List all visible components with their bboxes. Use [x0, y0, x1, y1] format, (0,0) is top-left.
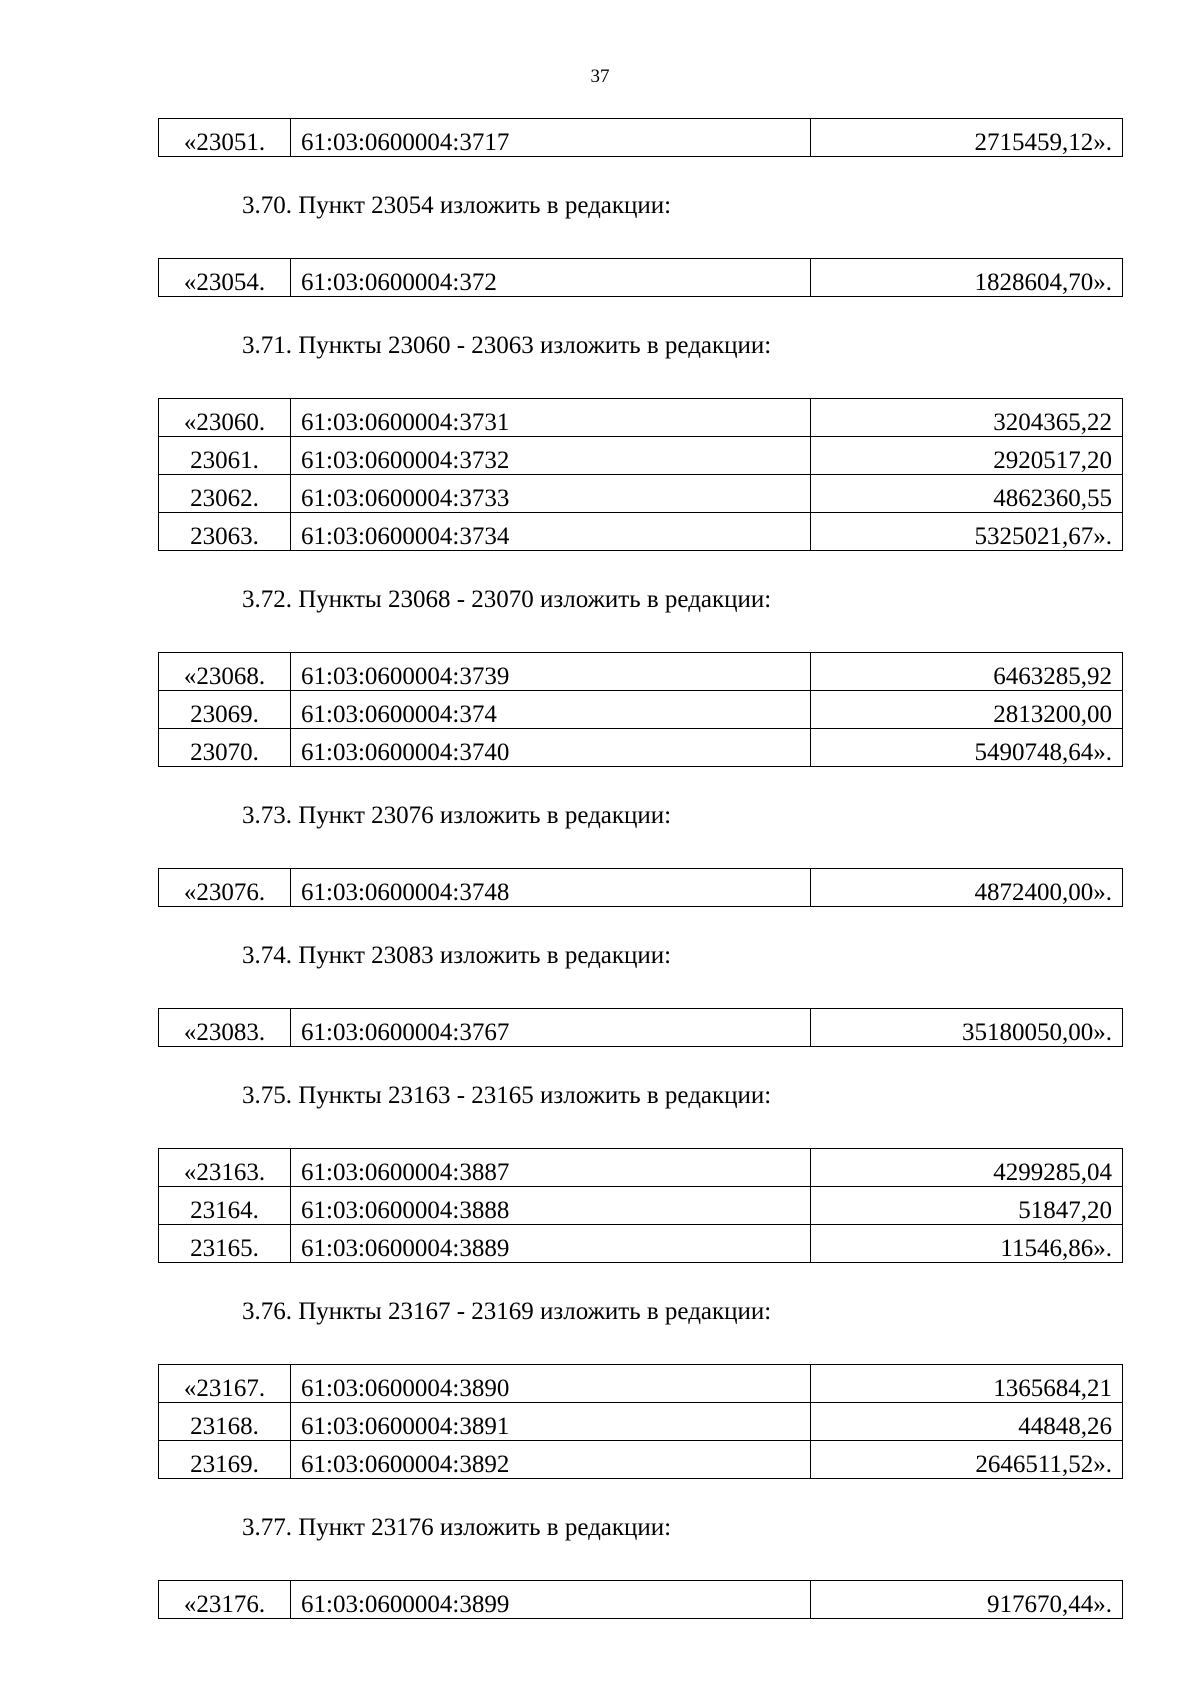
table-row: [159, 1149, 1123, 1187]
cadastral-number-cell: 61:03:0600004:3748: [291, 869, 811, 907]
value-cell: 5490748,64».: [811, 729, 1123, 767]
section-heading: 3.70. Пункт 23054 изложить в редакции:: [242, 192, 672, 219]
value-cell: 2813200,00: [811, 691, 1123, 729]
amendment-table: [158, 398, 1123, 551]
section-heading: 3.74. Пункт 23083 изложить в редакции:: [242, 942, 672, 969]
section-heading: 3.71. Пункты 23060 - 23063 изложить в редакции:: [242, 332, 772, 359]
item-number-cell: «23076.: [159, 869, 291, 907]
item-number-cell: «23167.: [159, 1365, 291, 1403]
item-number-cell: «23060.: [159, 399, 291, 437]
table-row: [159, 1365, 1123, 1403]
amendment-table: [158, 1008, 1123, 1047]
table-row: [159, 259, 1123, 297]
item-number-cell: «23068.: [159, 653, 291, 691]
cadastral-number-cell: 61:03:0600004:3892: [291, 1441, 811, 1479]
document-body: [158, 118, 1122, 1619]
amendment-table: [158, 868, 1123, 907]
item-number-cell: 23062.: [159, 475, 291, 513]
table-row: [159, 729, 1123, 767]
item-number-cell: 23168.: [159, 1403, 291, 1441]
amendment-table: [158, 118, 1123, 157]
table-row: [159, 1187, 1123, 1225]
value-cell: 2920517,20: [811, 437, 1123, 475]
item-number-cell: 23063.: [159, 513, 291, 551]
amendment-table: [158, 1364, 1123, 1479]
value-cell: 917670,44».: [811, 1581, 1123, 1619]
value-cell: 5325021,67».: [811, 513, 1123, 551]
table-row: [159, 437, 1123, 475]
cadastral-number-cell: 61:03:0600004:3732: [291, 437, 811, 475]
item-number-cell: 23061.: [159, 437, 291, 475]
table-row: [159, 1225, 1123, 1263]
section-heading: 3.73. Пункт 23076 изложить в редакции:: [242, 802, 672, 829]
table-row: [159, 475, 1123, 513]
amendment-table: [158, 1148, 1123, 1263]
table-row: [159, 653, 1123, 691]
item-number-cell: 23164.: [159, 1187, 291, 1225]
amendment-table: [158, 652, 1123, 767]
value-cell: 4872400,00».: [811, 869, 1123, 907]
value-cell: 44848,26: [811, 1403, 1123, 1441]
item-number-cell: 23069.: [159, 691, 291, 729]
cadastral-number-cell: 61:03:0600004:3899: [291, 1581, 811, 1619]
cadastral-number-cell: 61:03:0600004:3888: [291, 1187, 811, 1225]
value-cell: 4299285,04: [811, 1149, 1123, 1187]
cadastral-number-cell: 61:03:0600004:3891: [291, 1403, 811, 1441]
cadastral-number-cell: 61:03:0600004:3889: [291, 1225, 811, 1263]
page-number: 37: [590, 66, 610, 87]
cadastral-number-cell: 61:03:0600004:3740: [291, 729, 811, 767]
value-cell: 2646511,52».: [811, 1441, 1123, 1479]
section-heading: 3.75. Пункты 23163 - 23165 изложить в редакции:: [242, 1082, 772, 1109]
table-row: [159, 1403, 1123, 1441]
section-heading: 3.76. Пункты 23167 - 23169 изложить в редакции:: [242, 1298, 772, 1325]
item-number-cell: 23070.: [159, 729, 291, 767]
amendment-table: [158, 258, 1123, 297]
cadastral-number-cell: 61:03:0600004:3890: [291, 1365, 811, 1403]
value-cell: 6463285,92: [811, 653, 1123, 691]
table-row: [159, 1009, 1123, 1047]
value-cell: 51847,20: [811, 1187, 1123, 1225]
table-row: [159, 1581, 1123, 1619]
cadastral-number-cell: 61:03:0600004:3731: [291, 399, 811, 437]
cadastral-number-cell: 61:03:0600004:3767: [291, 1009, 811, 1047]
amendment-table: [158, 1580, 1123, 1619]
item-number-cell: «23163.: [159, 1149, 291, 1187]
section-heading: 3.72. Пункты 23068 - 23070 изложить в редакции:: [242, 586, 772, 613]
value-cell: 2715459,12».: [811, 119, 1123, 157]
cadastral-number-cell: 61:03:0600004:3733: [291, 475, 811, 513]
cadastral-number-cell: 61:03:0600004:372: [291, 259, 811, 297]
value-cell: 4862360,55: [811, 475, 1123, 513]
cadastral-number-cell: 61:03:0600004:3734: [291, 513, 811, 551]
table-row: [159, 1441, 1123, 1479]
value-cell: 3204365,22: [811, 399, 1123, 437]
item-number-cell: 23165.: [159, 1225, 291, 1263]
table-row: [159, 119, 1123, 157]
item-number-cell: «23083.: [159, 1009, 291, 1047]
table-row: [159, 691, 1123, 729]
value-cell: 1828604,70».: [811, 259, 1123, 297]
item-number-cell: 23169.: [159, 1441, 291, 1479]
table-row: [159, 513, 1123, 551]
value-cell: 1365684,21: [811, 1365, 1123, 1403]
item-number-cell: «23051.: [159, 119, 291, 157]
cadastral-number-cell: 61:03:0600004:3739: [291, 653, 811, 691]
value-cell: 11546,86».: [811, 1225, 1123, 1263]
section-heading: 3.77. Пункт 23176 изложить в редакции:: [242, 1514, 672, 1541]
item-number-cell: «23176.: [159, 1581, 291, 1619]
cadastral-number-cell: 61:03:0600004:3887: [291, 1149, 811, 1187]
cadastral-number-cell: 61:03:0600004:3717: [291, 119, 811, 157]
value-cell: 35180050,00».: [811, 1009, 1123, 1047]
cadastral-number-cell: 61:03:0600004:374: [291, 691, 811, 729]
item-number-cell: «23054.: [159, 259, 291, 297]
table-row: [159, 869, 1123, 907]
table-row: [159, 399, 1123, 437]
